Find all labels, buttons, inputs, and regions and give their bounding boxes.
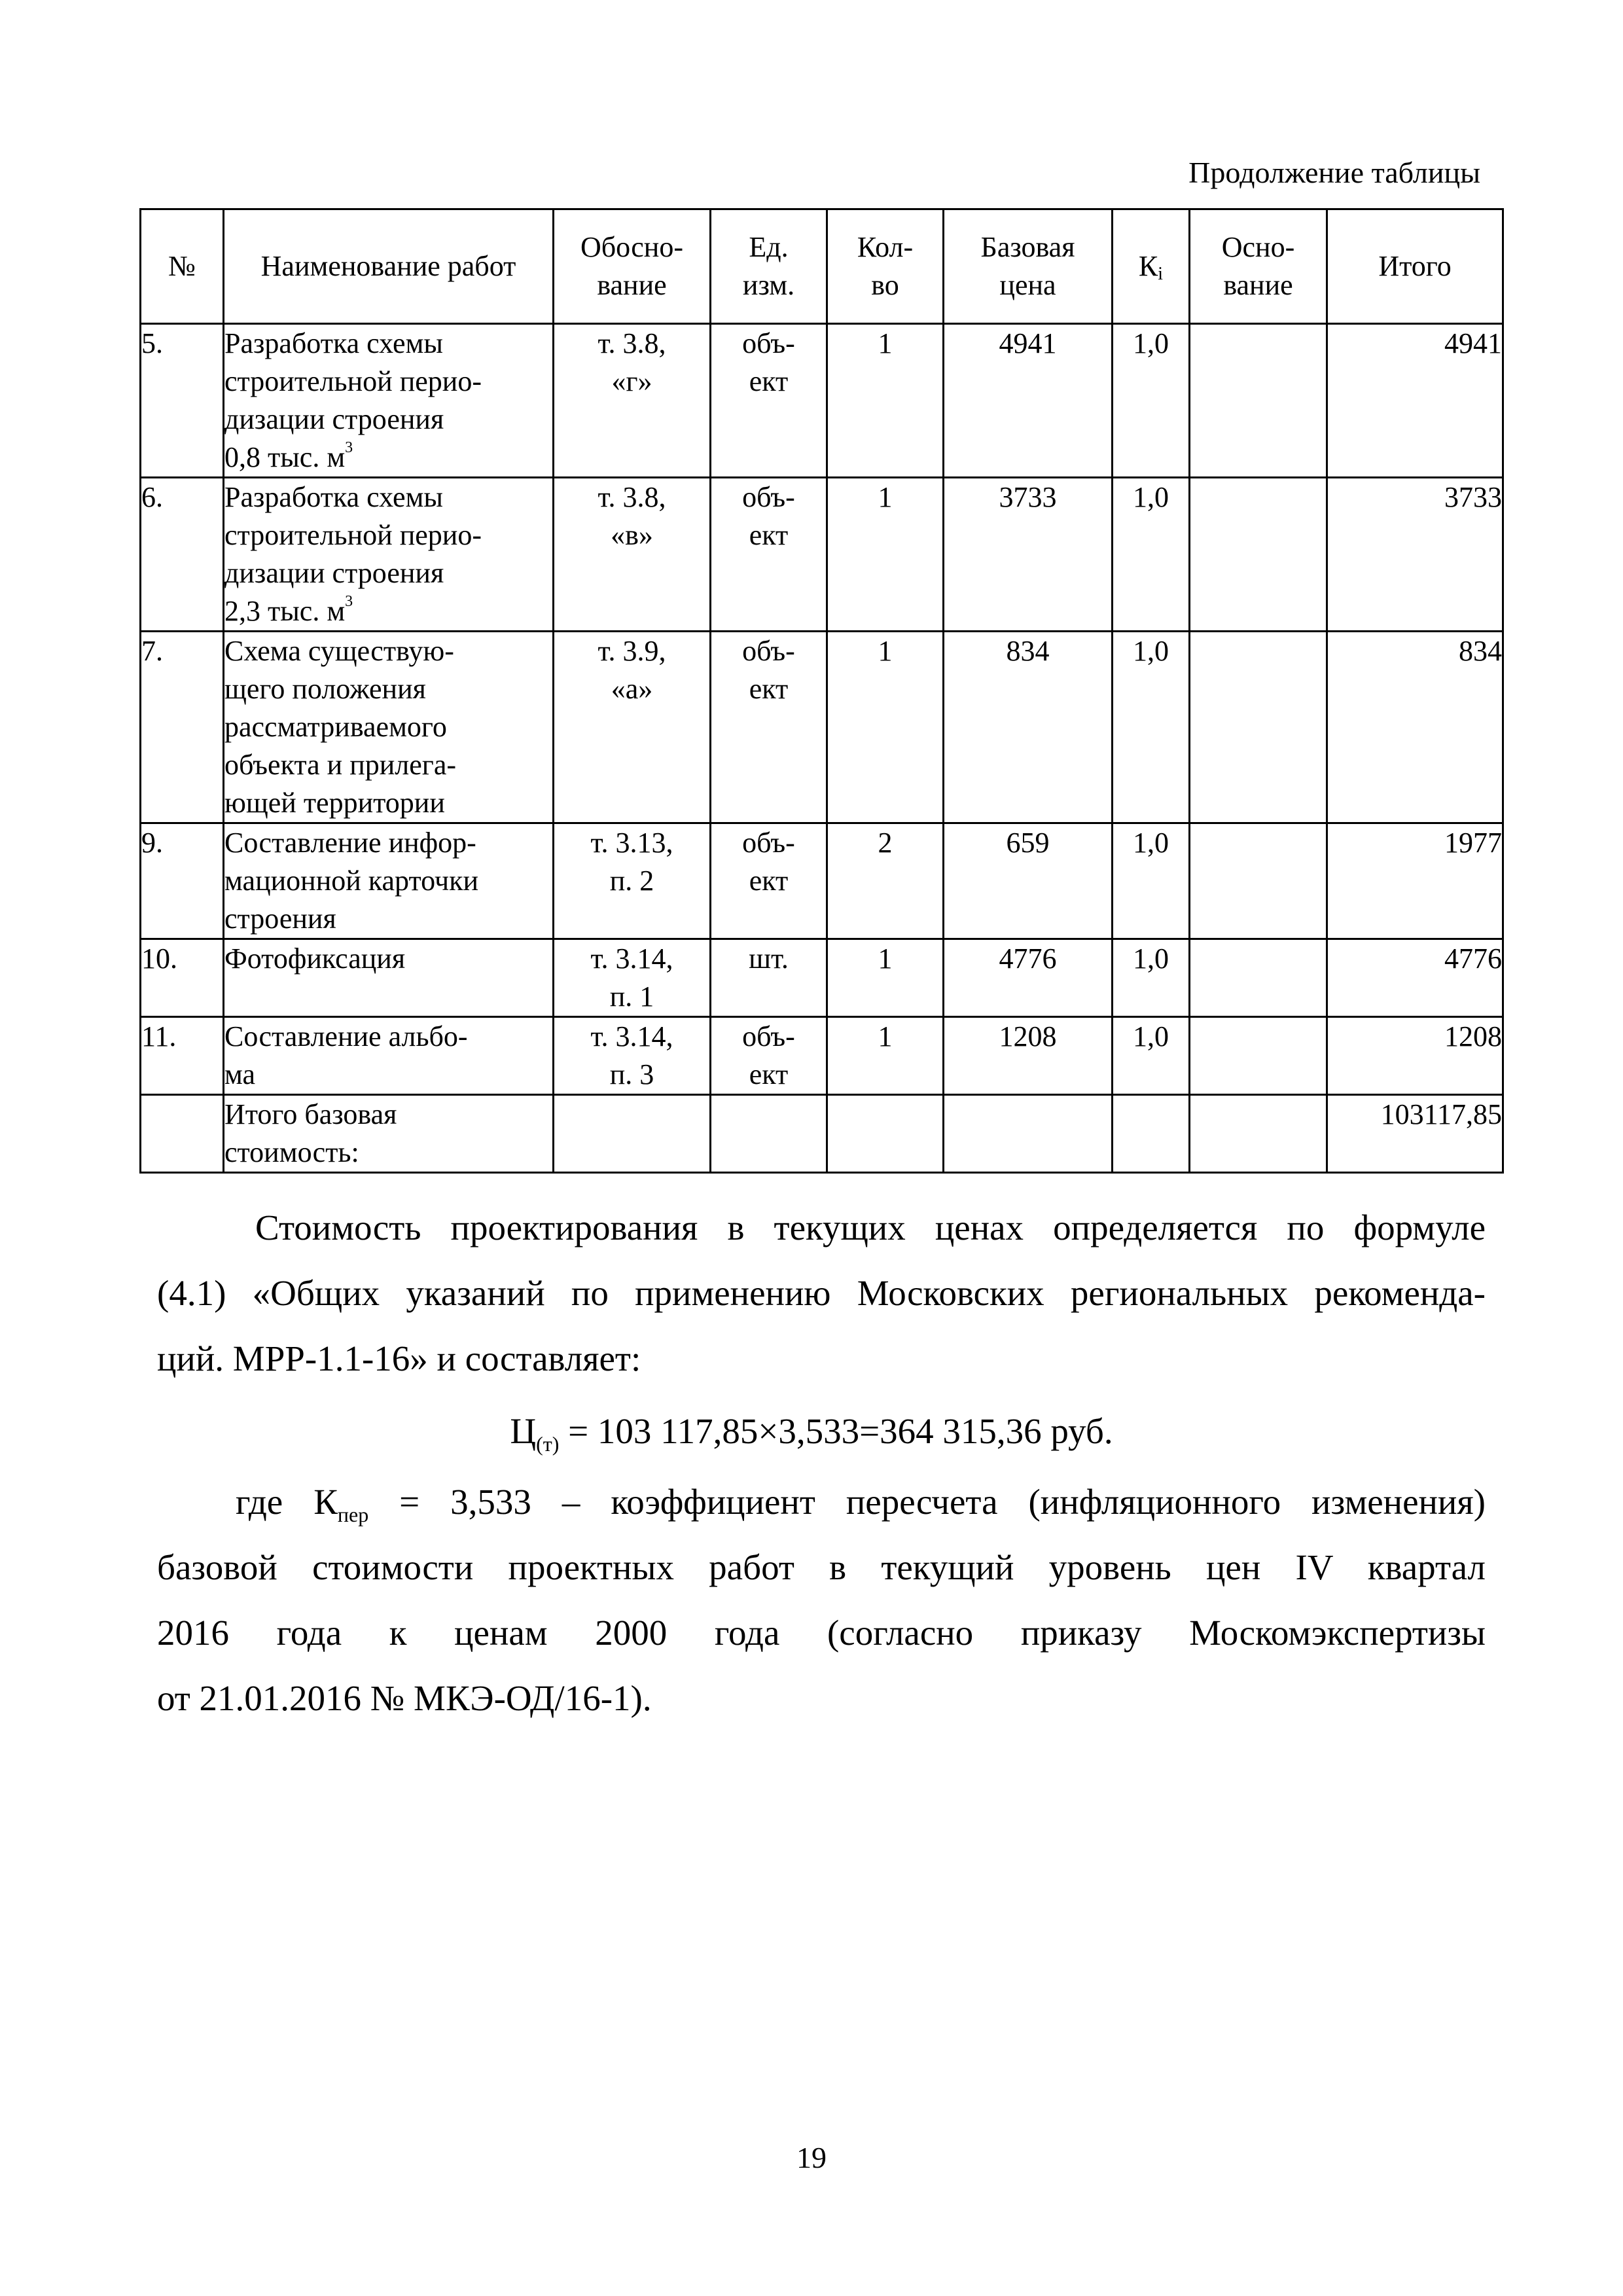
header-k: $К_i$ — [1113, 209, 1190, 324]
cell-base — [1190, 632, 1327, 823]
cell-qty: 1 — [827, 939, 944, 1017]
cell-name: Составление альбо- ма — [224, 1017, 554, 1095]
cell-unit: объ- ект — [711, 324, 827, 478]
cell-num: 6. — [141, 478, 224, 632]
cell-name: Фотофиксация — [224, 939, 554, 1017]
cost-formula: $Ц_{(т)} = 103$ 117,85×3,533=364 315,36 руб. — [510, 1411, 1113, 1456]
cell-price: 3733 — [944, 478, 1113, 632]
cell-k: 1,0 — [1113, 939, 1190, 1017]
cell-k: 1,0 — [1113, 478, 1190, 632]
cell-k: 1,0 — [1113, 324, 1190, 478]
paragraph-coefficient: где $К_{пер} = 3,533$ – коэффициент пересчета (инфляционного изменения) базовой стоимости проектных работ в текущий уровень цен IV квартал 2016 года к ценам 2000 года (согласно приказу Москомэкспертизы от 21.01.2016 № МКЭ-ОД/16-1). — [157, 1482, 1486, 1718]
table-row — [141, 823, 1503, 939]
table-header-row — [141, 209, 1503, 324]
cell-basis: т. 3.9, «а» — [554, 632, 711, 823]
cell-qty: 2 — [827, 823, 944, 939]
cell-price: 4941 — [944, 324, 1113, 478]
cell-total: 1208 — [1327, 1017, 1503, 1095]
cell-num: 5. — [141, 324, 224, 478]
cell-price: 834 — [944, 632, 1113, 823]
paragraph-cost-method: Стоимость проектирования в текущих ценах определяется по формуле (4.1) «Общих указаний по применению Московских региональных рекоменда- ций. МРР-1.1-16» и составляет: — [157, 1208, 1486, 1378]
header-qty: Кол- во — [827, 209, 944, 324]
cell-basis: т. 3.14, п. 1 — [554, 939, 711, 1017]
cell-total: 4776 — [1327, 939, 1503, 1017]
cell-total: 834 — [1327, 632, 1503, 823]
cell-basis: т. 3.8, «в» — [554, 478, 711, 632]
cell-total: 4941 — [1327, 324, 1503, 478]
cost-table — [139, 208, 1504, 1174]
table-continuation-label: Продолжение таблицы — [1188, 156, 1480, 189]
cell-unit: объ- ект — [711, 1017, 827, 1095]
table-summary-row — [141, 1095, 1503, 1173]
table-row — [141, 1017, 1503, 1095]
header-name: Наименование работ — [224, 209, 554, 324]
cell-base — [1190, 823, 1327, 939]
table-row — [141, 478, 1503, 632]
header-num: № — [141, 209, 224, 324]
cell-qty: 1 — [827, 1017, 944, 1095]
cell-name: Составление инфор- мационной карточки строения — [224, 823, 554, 939]
cell-unit: объ- ект — [711, 632, 827, 823]
cell-k: 1,0 — [1113, 632, 1190, 823]
cell-qty: 1 — [827, 478, 944, 632]
table-row — [141, 324, 1503, 478]
cell-num: 7. — [141, 632, 224, 823]
cell-unit: объ- ект — [711, 478, 827, 632]
cell-k: 1,0 — [1113, 1017, 1190, 1095]
cell-k: 1,0 — [1113, 823, 1190, 939]
header-unit: Ед. изм. — [711, 209, 827, 324]
cell-basis: т. 3.14, п. 3 — [554, 1017, 711, 1095]
cell-num: 10. — [141, 939, 224, 1017]
cell-unit: шт. — [711, 939, 827, 1017]
cell-price: 1208 — [944, 1017, 1113, 1095]
summary-total: 103117,85 — [1327, 1095, 1503, 1173]
table-row — [141, 632, 1503, 823]
cell-num: 11. — [141, 1017, 224, 1095]
cell-basis: т. 3.8, «г» — [554, 324, 711, 478]
header-base: Осно- вание — [1190, 209, 1327, 324]
cell-base — [1190, 1017, 1327, 1095]
cell-qty: 1 — [827, 324, 944, 478]
cell-unit: объ- ект — [711, 823, 827, 939]
summary-label: Итого базовая стоимость: — [224, 1095, 554, 1173]
cell-num — [141, 1095, 224, 1173]
cell-base — [1190, 939, 1327, 1017]
cell-base — [1190, 324, 1327, 478]
page-number: 19 — [796, 2141, 827, 2174]
header-total: Итого — [1327, 209, 1503, 324]
cell-total: 3733 — [1327, 478, 1503, 632]
header-basis: Обосно- вание — [554, 209, 711, 324]
cell-name: Схема существую- щего положения рассматриваемого объекта и прилега- ющей территории — [224, 632, 554, 823]
cell-name: Разработка схемы строительной перио- дизации строения 0,8 тыс. $м^3$ — [224, 324, 554, 478]
cell-qty: 1 — [827, 632, 944, 823]
cell-base — [1190, 478, 1327, 632]
cell-price: 659 — [944, 823, 1113, 939]
cell-total: 1977 — [1327, 823, 1503, 939]
header-price: Базовая цена — [944, 209, 1113, 324]
cell-name: Разработка схемы строительной перио- дизации строения 2,3 тыс. $м^3$ — [224, 478, 554, 632]
cell-price: 4776 — [944, 939, 1113, 1017]
cell-num: 9. — [141, 823, 224, 939]
table-row — [141, 939, 1503, 1017]
cell-basis: т. 3.13, п. 2 — [554, 823, 711, 939]
